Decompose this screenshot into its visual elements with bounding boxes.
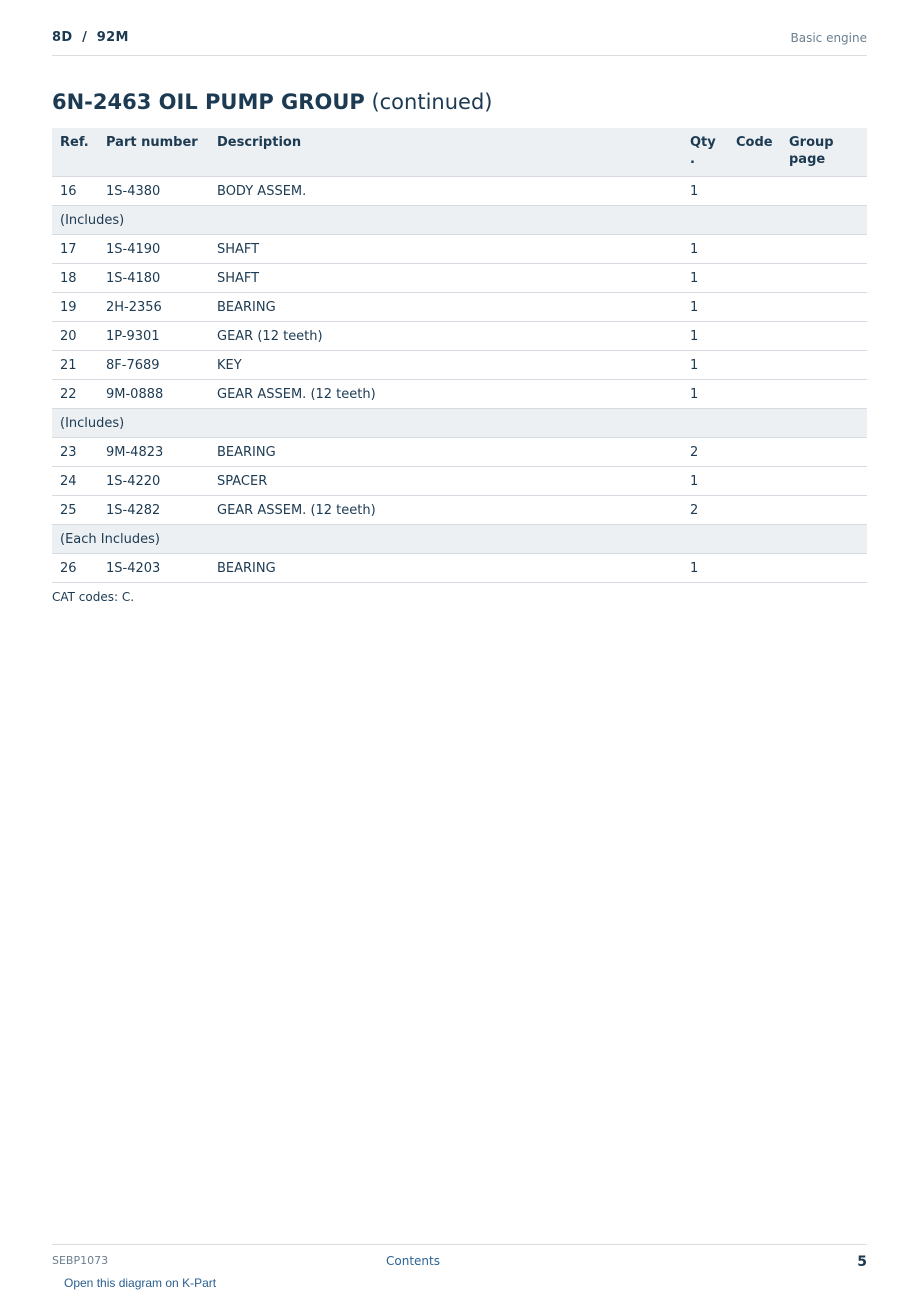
page-title bbox=[52, 90, 492, 114]
group-page-cell bbox=[781, 554, 867, 583]
part-number-cell: 1S-4282 bbox=[98, 496, 209, 525]
qty-cell: 1 bbox=[682, 467, 728, 496]
table-row bbox=[52, 554, 867, 583]
section-label: Basic engine bbox=[790, 31, 867, 45]
part-number-cell: 8F-7689 bbox=[98, 351, 209, 380]
title-suffix: (continued) bbox=[364, 90, 493, 114]
part-number-cell: 1S-4203 bbox=[98, 554, 209, 583]
description-cell: SPACER bbox=[209, 467, 682, 496]
table-header-row bbox=[52, 128, 867, 177]
group-page-cell bbox=[781, 293, 867, 322]
table-row bbox=[52, 264, 867, 293]
group-page-cell bbox=[781, 177, 867, 206]
code-cell bbox=[728, 496, 781, 525]
qty-cell: 1 bbox=[682, 177, 728, 206]
description-cell: SHAFT bbox=[209, 235, 682, 264]
description-cell: GEAR ASSEM. (12 teeth) bbox=[209, 496, 682, 525]
description-cell: GEAR (12 teeth) bbox=[209, 322, 682, 351]
page-number: 5 bbox=[857, 1254, 867, 1270]
part-number-cell: 2H-2356 bbox=[98, 293, 209, 322]
open-diagram-link[interactable]: Open this diagram on K-Part bbox=[64, 1276, 217, 1290]
ref-cell: 26 bbox=[52, 554, 98, 583]
header-ref: Ref. bbox=[52, 128, 98, 177]
part-number-cell: 1S-4380 bbox=[98, 177, 209, 206]
description-cell: BEARING bbox=[209, 293, 682, 322]
note-text: (Includes) bbox=[52, 206, 867, 235]
table-row bbox=[52, 177, 867, 206]
part-number-cell: 9M-0888 bbox=[98, 380, 209, 409]
note-text: (Each Includes) bbox=[52, 525, 867, 554]
table-note-row bbox=[52, 525, 867, 554]
group-title: 6N-2463 OIL PUMP GROUP bbox=[52, 90, 365, 114]
qty-cell: 1 bbox=[682, 380, 728, 409]
header-group-page: Group page bbox=[781, 128, 867, 177]
code-cell bbox=[728, 235, 781, 264]
ref-cell: 19 bbox=[52, 293, 98, 322]
page-header bbox=[52, 28, 867, 56]
group-page-cell bbox=[781, 322, 867, 351]
ref-cell: 16 bbox=[52, 177, 98, 206]
ref-cell: 23 bbox=[52, 438, 98, 467]
table-row bbox=[52, 467, 867, 496]
document-id: SEBP1073 bbox=[52, 1254, 109, 1267]
description-cell: BEARING bbox=[209, 438, 682, 467]
qty-cell: 2 bbox=[682, 496, 728, 525]
ref-cell: 25 bbox=[52, 496, 98, 525]
qty-cell: 2 bbox=[682, 438, 728, 467]
group-page-cell bbox=[781, 496, 867, 525]
part-number-cell: 1P-9301 bbox=[98, 322, 209, 351]
code-cell bbox=[728, 293, 781, 322]
group-page-cell bbox=[781, 380, 867, 409]
code-cell bbox=[728, 380, 781, 409]
parts-table-body bbox=[52, 177, 867, 583]
table-row bbox=[52, 351, 867, 380]
description-cell: BEARING bbox=[209, 554, 682, 583]
description-cell: GEAR ASSEM. (12 teeth) bbox=[209, 380, 682, 409]
qty-cell: 1 bbox=[682, 293, 728, 322]
cat-codes: CAT codes: C. bbox=[52, 590, 135, 604]
description-cell: KEY bbox=[209, 351, 682, 380]
code-cell bbox=[728, 554, 781, 583]
description-cell: BODY ASSEM. bbox=[209, 177, 682, 206]
table-row bbox=[52, 322, 867, 351]
group-page-cell bbox=[781, 438, 867, 467]
header-description: Description bbox=[209, 128, 682, 177]
code-cell bbox=[728, 322, 781, 351]
qty-cell: 1 bbox=[682, 264, 728, 293]
code-cell bbox=[728, 467, 781, 496]
parts-table bbox=[52, 128, 867, 583]
group-page-cell bbox=[781, 264, 867, 293]
group-page-cell bbox=[781, 467, 867, 496]
qty-cell: 1 bbox=[682, 554, 728, 583]
ref-cell: 20 bbox=[52, 322, 98, 351]
part-number-cell: 1S-4220 bbox=[98, 467, 209, 496]
ref-cell: 21 bbox=[52, 351, 98, 380]
part-number-cell: 9M-4823 bbox=[98, 438, 209, 467]
ref-cell: 22 bbox=[52, 380, 98, 409]
contents-link[interactable]: Contents bbox=[386, 1254, 440, 1268]
table-row bbox=[52, 235, 867, 264]
model-label: 8D / 92M bbox=[52, 30, 129, 45]
header-part-number: Part number bbox=[98, 128, 209, 177]
qty-cell: 1 bbox=[682, 322, 728, 351]
group-page-cell bbox=[781, 351, 867, 380]
code-cell bbox=[728, 264, 781, 293]
table-row bbox=[52, 293, 867, 322]
header-qty: Qty . bbox=[682, 128, 728, 177]
table-note-row bbox=[52, 206, 867, 235]
table-row bbox=[52, 496, 867, 525]
ref-cell: 18 bbox=[52, 264, 98, 293]
code-cell bbox=[728, 177, 781, 206]
header-code: Code bbox=[728, 128, 781, 177]
table-row bbox=[52, 380, 867, 409]
code-cell bbox=[728, 351, 781, 380]
part-number-cell: 1S-4190 bbox=[98, 235, 209, 264]
ref-cell: 17 bbox=[52, 235, 98, 264]
table-note-row bbox=[52, 409, 867, 438]
page-footer bbox=[52, 1244, 867, 1275]
description-cell: SHAFT bbox=[209, 264, 682, 293]
qty-cell: 1 bbox=[682, 351, 728, 380]
ref-cell: 24 bbox=[52, 467, 98, 496]
part-number-cell: 1S-4180 bbox=[98, 264, 209, 293]
table-row bbox=[52, 438, 867, 467]
group-page-cell bbox=[781, 235, 867, 264]
note-text: (Includes) bbox=[52, 409, 867, 438]
code-cell bbox=[728, 438, 781, 467]
qty-cell: 1 bbox=[682, 235, 728, 264]
